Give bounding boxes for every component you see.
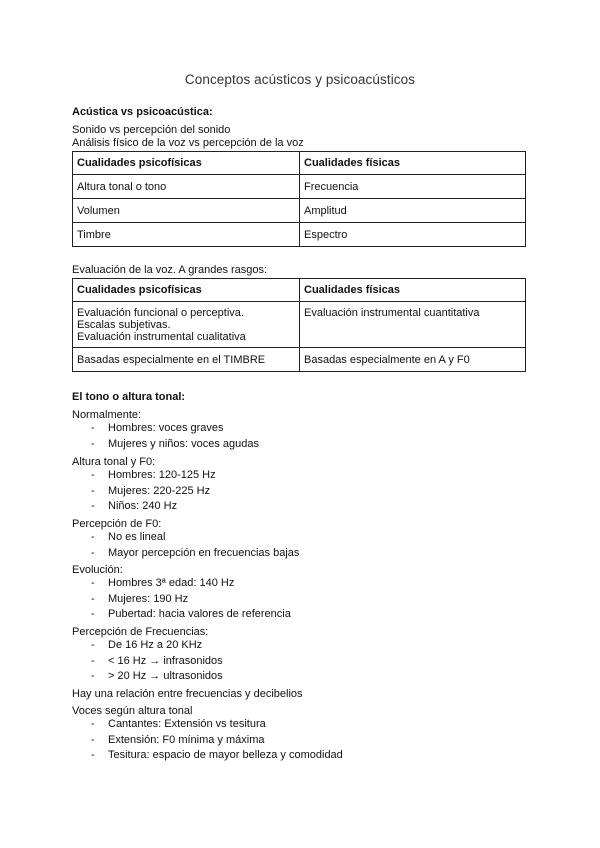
table-cell: Altura tonal o tono (73, 175, 300, 199)
list-item: - Extensión: F0 mínima y máxima (91, 733, 265, 746)
table-cell: Basadas especialmente en el TIMBRE (73, 348, 300, 372)
group-label: Evolución: (72, 564, 123, 576)
table-cell: Espectro (300, 223, 526, 247)
table-cell: Volumen (73, 199, 300, 223)
list-item: - Hombres: voces graves (91, 422, 224, 434)
paragraph-line: Evaluación de la voz. A grandes rasgos: (72, 264, 268, 276)
list-item: - Cantantes: Extensión vs tesitura (91, 718, 266, 730)
bullet-list (72, 530, 299, 561)
table-row (73, 302, 526, 348)
section-heading-tono: El tono o altura tonal: (72, 391, 186, 403)
group-label: Voces según altura tonal (72, 705, 193, 717)
list-item: - Pubertad: hacia valores de referencia (91, 608, 291, 620)
paragraph-line: Hay una relación entre frecuencias y decibelios (72, 688, 303, 700)
table-header-cell: Cualidades físicas (300, 152, 526, 175)
table-header-row (73, 152, 526, 175)
table-row (73, 223, 526, 247)
section-heading-acustica: Acústica vs psicoacústica: (72, 106, 213, 118)
list-item: - Mujeres y niños: voces agudas (91, 437, 260, 450)
group-label: Percepción de Frecuencias: (72, 626, 209, 638)
list-item: - De 16 Hz a 20 KHz (91, 639, 203, 651)
table-row (73, 348, 526, 372)
table-header-cell: Cualidades psicofísicas (73, 279, 300, 302)
cell-line: Evaluación instrumental cualitativa (77, 331, 246, 343)
table-cell: Frecuencia (300, 175, 526, 199)
list-item: - > 20 Hz → ultrasonidos (91, 670, 223, 682)
table-cell: Basadas especialmente en A y F0 (300, 348, 526, 372)
table-header-cell: Cualidades psicofísicas (73, 152, 300, 175)
evaluation-table (72, 278, 526, 372)
list-item: - < 16 Hz → infrasonidos (91, 654, 223, 667)
group-label: Normalmente: (72, 409, 142, 421)
list-item: - Niños: 240 Hz (91, 500, 178, 512)
qualities-table (72, 151, 526, 247)
page-title: Conceptos acústicos y psicoacústicos (184, 72, 416, 87)
list-item: - Mayor percepción en frecuencias bajas (91, 546, 300, 559)
bullet-list (72, 717, 343, 764)
cell-line: Escalas subjetivas. (77, 319, 171, 331)
table-row (73, 199, 526, 223)
cell-line: Evaluación funcional o perceptiva. (77, 307, 244, 319)
table-header-cell: Cualidades físicas (300, 279, 526, 302)
list-item: - No es lineal (91, 531, 166, 543)
list-item: - Tesitura: espacio de mayor belleza y comodidad (91, 749, 343, 761)
table-cell (73, 302, 300, 348)
table-cell: Timbre (73, 223, 300, 247)
bullet-list (72, 638, 223, 685)
table-row (73, 175, 526, 199)
table-cell: Amplitud (300, 199, 526, 223)
list-item: - Mujeres: 190 Hz (91, 592, 189, 605)
group-label: Altura tonal y F0: (72, 456, 156, 468)
paragraph-line: Análisis físico de la voz vs percepción de la voz (72, 137, 304, 149)
table-cell: Evaluación instrumental cuantitativa (300, 302, 526, 348)
list-item: - Hombres: 120-125 Hz (91, 469, 216, 481)
list-item: - Hombres 3ª edad: 140 Hz (91, 577, 235, 589)
bullet-list (72, 576, 291, 623)
group-label: Percepción de F0: (72, 518, 162, 530)
bullet-list (72, 468, 216, 515)
bullet-list (72, 421, 259, 452)
paragraph-line: Sonido vs percepción del sonido (72, 124, 231, 136)
list-item: - Mujeres: 220-225 Hz (91, 484, 211, 497)
table-header-row (73, 279, 526, 302)
